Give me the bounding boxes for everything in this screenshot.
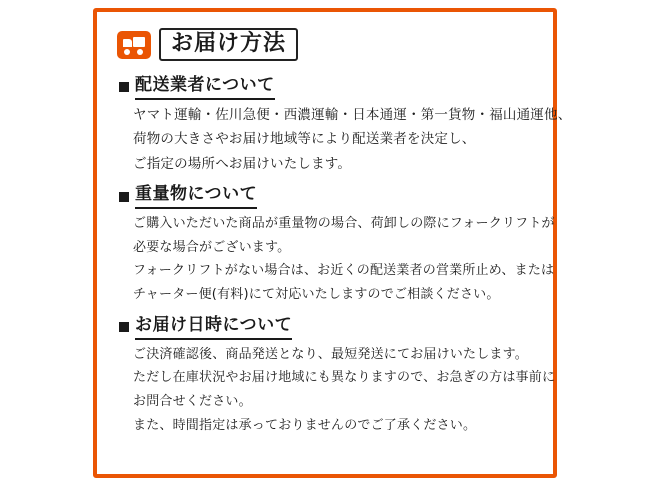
body-line: ご指定の場所へお届けいたします。	[133, 155, 352, 172]
section-heading-delivery-date	[117, 315, 533, 339]
body-line: お問合せください。	[133, 394, 252, 410]
bullet-square-icon	[119, 82, 129, 92]
body-line: ご決済確認後、商品発送となり、最短発送にてお届けいたします。	[133, 346, 528, 362]
section-title: お届け日時について	[135, 315, 292, 339]
page-title-box	[159, 28, 298, 61]
body-line: フォークリフトがない場合は、お近くの配送業者の営業所止め、または	[133, 263, 555, 279]
section-body-delivery-date	[117, 346, 556, 436]
section-title: 重量物について	[135, 184, 257, 208]
delivery-truck-icon	[117, 31, 151, 59]
body-line: チャーター便(有料)にて対応いたしますのでご相談ください。	[133, 287, 500, 303]
body-line: ただし在庫状況やお届け地域にも異なりますので、お急ぎの方は事前に	[133, 370, 556, 386]
section-body-carrier	[117, 106, 572, 175]
body-line: ご購入いただいた商品が重量物の場合、荷卸しの際にフォークリフトが	[133, 215, 555, 231]
panel-title-row	[117, 28, 533, 61]
body-line: 荷物の大きさやお届け地域等により配送業者を決定し、	[133, 131, 476, 148]
body-line: 必要な場合がございます。	[133, 239, 291, 255]
section-title: 配送業者について	[135, 75, 275, 99]
body-line: また、時間指定は承っておりませんのでご了承ください。	[133, 418, 477, 434]
section-delivery-date	[117, 315, 556, 436]
section-heavy-items	[117, 184, 555, 305]
delivery-method-panel	[93, 8, 572, 478]
panel-inner	[97, 12, 572, 456]
section-body-heavy-items	[117, 215, 555, 305]
body-line: ヤマト運輸・佐川急便・西濃運輸・日本通運・第一貨物・福山通運他、	[133, 106, 572, 123]
section-heading-heavy-items	[117, 184, 533, 208]
section-carrier	[117, 75, 572, 174]
bullet-square-icon	[119, 322, 129, 332]
bullet-square-icon	[119, 192, 129, 202]
section-heading-carrier	[117, 75, 533, 99]
page-title: お届け方法	[171, 31, 287, 56]
